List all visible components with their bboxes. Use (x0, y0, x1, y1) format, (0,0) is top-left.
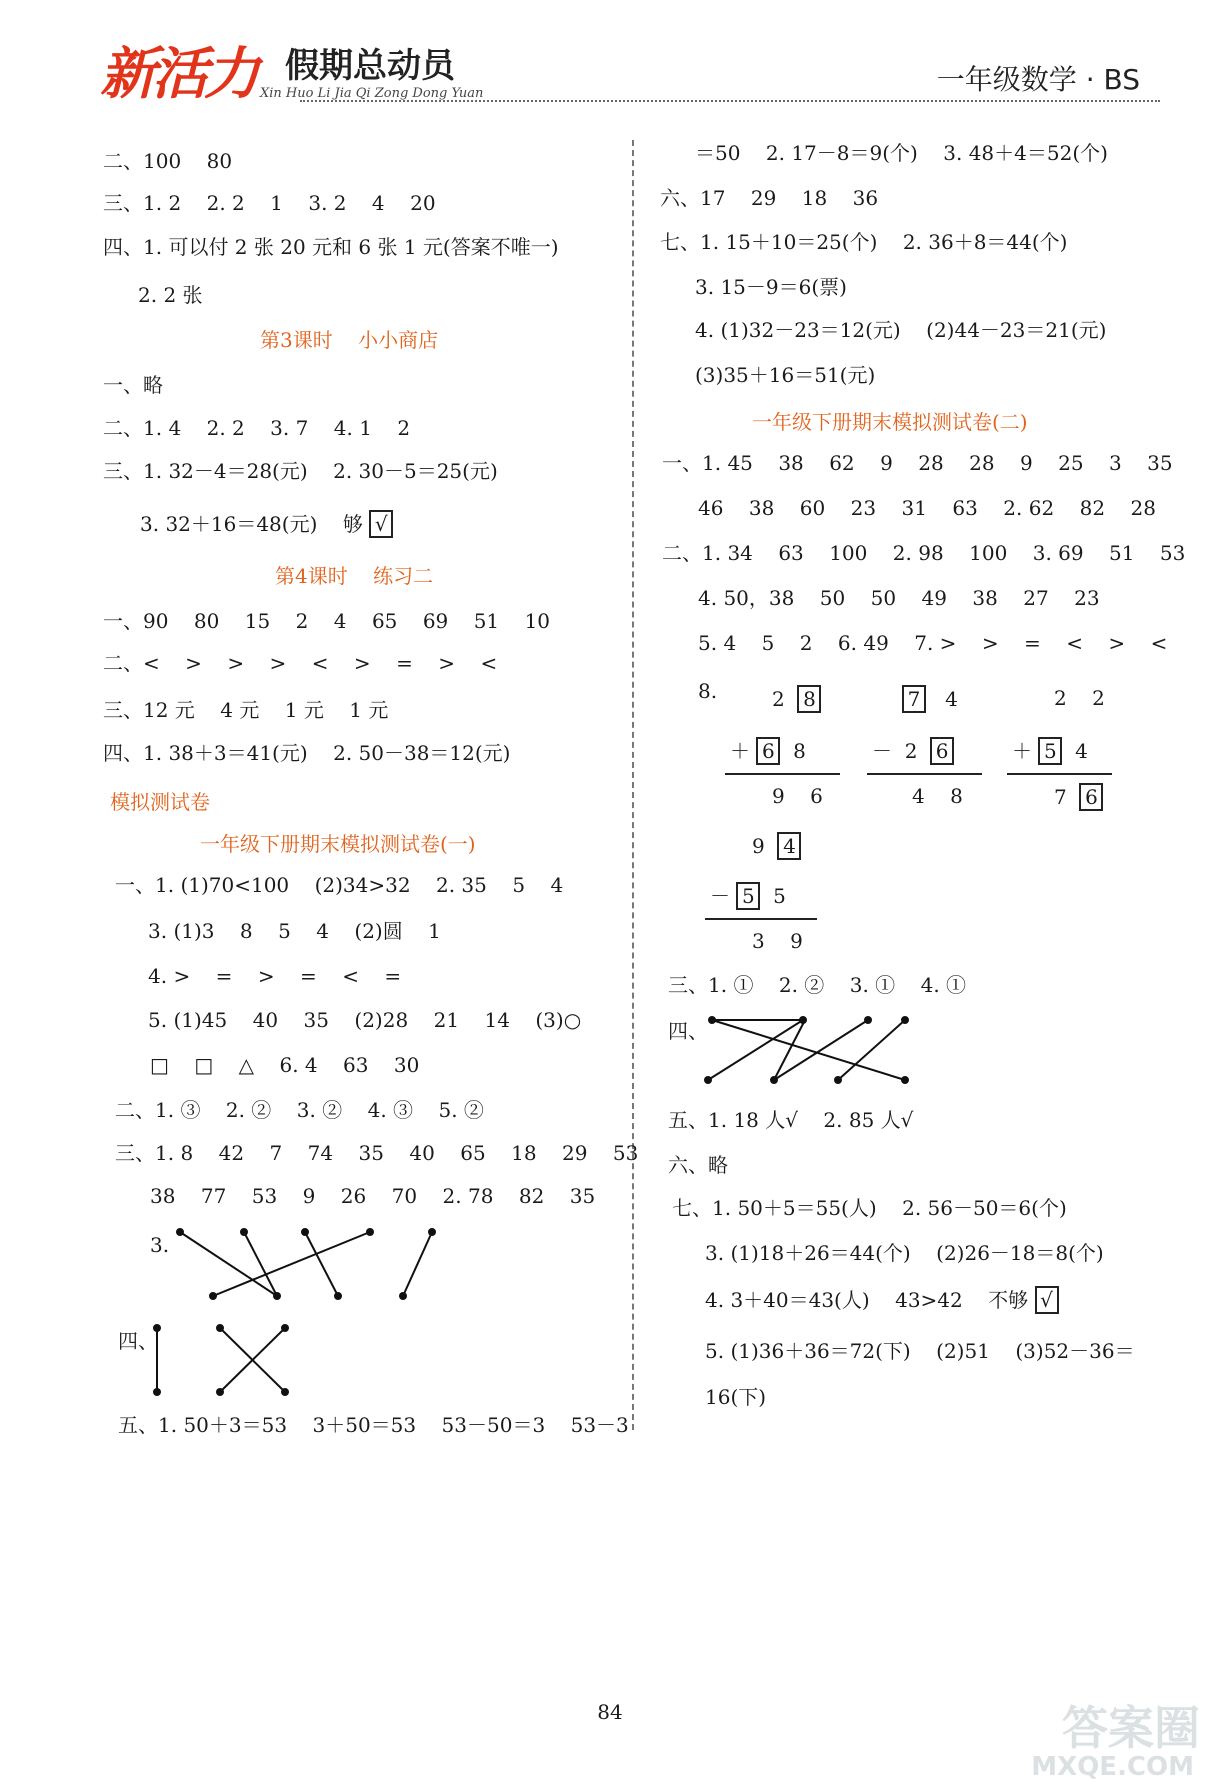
answer-box: 6 (1079, 783, 1103, 811)
answer-line: 16(下) (705, 1385, 767, 1409)
answer-line: 五、1. 50＋3＝53 3＋50＝53 53－50＝3 53－3 (118, 1413, 629, 1437)
answer-line: 三、1. ① 2. ② 3. ① 4. ① (668, 973, 967, 997)
section-heading: 一年级下册期末模拟测试卷(一) (200, 832, 476, 856)
answer-line: 六、略 (668, 1153, 728, 1177)
calc-row: 2 2 (1054, 686, 1105, 710)
answer-line: 二、1. 34 63 100 2. 98 100 3. 69 51 53 (662, 541, 1186, 565)
answer-box: 4 (777, 832, 801, 860)
answer-line: 4. (1)32－23＝12(元) (2)44－23＝21(元) (695, 318, 1107, 342)
answer-line: 8. (698, 679, 718, 703)
answer-line: 3. (1)18＋26＝44(个) (2)26－18＝8(个) (705, 1241, 1104, 1265)
answer-line: 四、 (118, 1329, 158, 1353)
logo-pinyin: Xin Huo Li Jia Qi Zong Dong Yuan (260, 86, 484, 101)
answer-line: 五、1. 18 人√ 2. 85 人√ (668, 1108, 914, 1132)
match-dot (709, 1017, 715, 1023)
match-dot (902, 1017, 908, 1023)
answer-box: 6 (756, 737, 780, 765)
answer-line: 一、1. (1)70<100 (2)34>32 2. 35 5 4 (115, 873, 564, 897)
answer-line: 5. (1)45 40 35 (2)28 21 14 (3)○ (148, 1008, 582, 1032)
match-dot (902, 1077, 908, 1083)
answer-text: 4. 3＋40＝43(人) 43>42 不够 (705, 1288, 1029, 1312)
answer-text: 3. 32＋16＝48(元) 够 (140, 512, 363, 536)
answer-line: 46 38 60 23 31 63 2. 62 82 28 (698, 496, 1156, 520)
answer-line: 3. (1)3 8 5 4 (2)圆 1 (148, 919, 441, 943)
calc-result: 3 9 (752, 929, 803, 953)
answer-line: 一、90 80 15 2 4 65 69 51 10 (103, 609, 551, 633)
section-heading: 模拟测试卷 (110, 790, 210, 814)
section-heading: 一年级下册期末模拟测试卷(二) (752, 410, 1028, 434)
match-line (838, 1020, 905, 1080)
watermark-url: MXQE.COM (1031, 1752, 1194, 1782)
calc-result: 4 8 (912, 784, 963, 808)
answer-line: 3. (150, 1233, 170, 1257)
answer-line: 4. > = > = < = (148, 964, 402, 988)
match-dot (705, 1077, 711, 1083)
match-dot (865, 1017, 871, 1023)
check-box: √ (369, 510, 393, 538)
answer-line: 二、100 80 (103, 149, 233, 173)
answer-line: 二、< > > > < > = > < (103, 651, 498, 675)
answer-box: 6 (930, 737, 954, 765)
match-dot (800, 1017, 806, 1023)
answer-line: □ □ △ 6. 4 63 30 (150, 1053, 420, 1077)
answer-line: 5. 4 5 2 6. 49 7. > > = < > < (698, 631, 1168, 655)
answer-box: 7 (902, 685, 926, 713)
calc-row: ＋ 6 8 (730, 739, 806, 763)
section-heading: 第4课时 练习二 (275, 564, 434, 588)
answer-line: 三、1. 2 2. 2 1 3. 2 4 20 (103, 191, 436, 215)
logo-main: 新活力 (100, 42, 256, 107)
answer-line: 4. 50，38 50 50 49 38 27 23 (698, 586, 1100, 610)
calc-row: － 5 5 (710, 884, 786, 908)
answer-line: 3. 15－9＝6(票) (695, 275, 847, 299)
match-dot (835, 1077, 841, 1083)
answer-line: 二、1. ③ 2. ② 3. ② 4. ③ 5. ② (115, 1098, 484, 1122)
answer-line: 2. 2 张 (138, 283, 203, 307)
answer-line: (3)35＋16＝51(元) (695, 363, 876, 387)
answer-line: 四、 (668, 1019, 708, 1043)
section-heading: 第3课时 小小商店 (260, 328, 439, 352)
match-line (712, 1020, 905, 1080)
watermark-logo (1010, 1702, 1200, 1782)
page-number: 84 (597, 1700, 623, 1724)
calc-row: － 2 6 (872, 737, 954, 765)
answer-line: 38 77 53 9 26 70 2. 78 82 35 (150, 1184, 596, 1208)
answer-line (705, 1286, 1059, 1314)
check-box: √ (1035, 1286, 1059, 1314)
watermark-text: 答案圈 (1062, 1701, 1200, 1755)
calc-row: 2 8 (772, 685, 821, 713)
answer-line: 六、17 29 18 36 (660, 186, 879, 210)
answer-line: 三、12 元 4 元 1 元 1 元 (103, 698, 389, 722)
calc-row: 9 4 (752, 832, 801, 860)
answer-line: 5. (1)36＋36＝72(下) (2)51 (3)52－36＝ (705, 1339, 1135, 1363)
answer-line: 二、1. 4 2. 2 3. 7 4. 1 2 (103, 416, 411, 440)
answer-box: 5 (1038, 737, 1062, 765)
calc-result: 7 6 (1054, 783, 1103, 811)
subject-title: 一年级数学 · BS (936, 63, 1140, 96)
calc-result: 9 6 (772, 784, 823, 808)
logo-subtitle: 假期总动员 (285, 46, 455, 86)
match-dot (771, 1077, 777, 1083)
answer-line: 七、1. 50＋5＝55(人) 2. 56－50＝6(个) (672, 1196, 1067, 1220)
answer-box: 5 (736, 882, 760, 910)
answer-line: 四、1. 可以付 2 张 20 元和 6 张 1 元(答案不唯一) (103, 235, 559, 259)
answer-line: 七、1. 15＋10＝25(个) 2. 36＋8＝44(个) (660, 230, 1068, 254)
answer-line: 三、1. 32－4＝28(元) 2. 30－5＝25(元) (103, 459, 498, 483)
answer-line: ＝50 2. 17－8＝9(个) 3. 48＋4＝52(个) (695, 141, 1108, 165)
calc-row: ＋ 5 4 (1012, 739, 1088, 763)
answer-box: 8 (797, 685, 821, 713)
calc-row: 7 4 (902, 685, 958, 713)
answer-line: 三、1. 8 42 7 74 35 40 65 18 29 53 (115, 1141, 639, 1165)
answer-line: 四、1. 38＋3＝41(元) 2. 50－38＝12(元) (103, 741, 511, 765)
answer-line: 一、略 (103, 373, 163, 397)
answer-line: 一、1. 45 38 62 9 28 28 9 25 3 35 (662, 451, 1173, 475)
